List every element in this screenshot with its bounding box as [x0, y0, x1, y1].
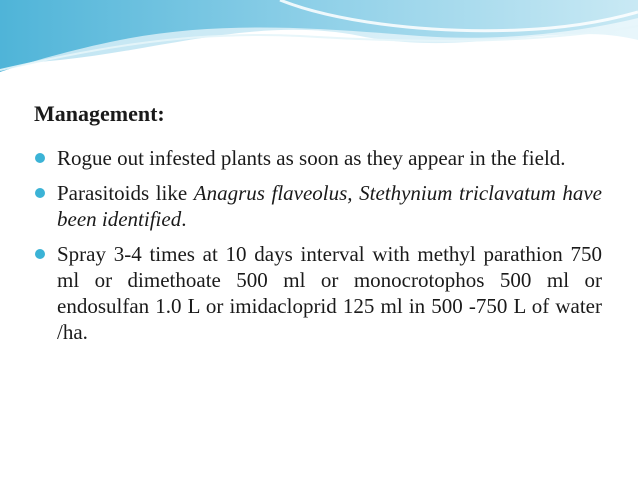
decorative-wave-banner: [0, 0, 638, 80]
bullet-dot-icon: [35, 153, 45, 163]
bullet-text: Anagrus flaveolus, Stethynium triclavatum have been identified: [57, 181, 602, 231]
bullet-item: [34, 180, 602, 232]
bullet-text: Parasitoids like: [57, 181, 194, 205]
bullet-text: Rogue out infested plants as soon as they appear in the field.: [57, 146, 566, 170]
bullet-text: Spray 3-4 times at 10 days interval with methyl parathion 750 ml or dimethoate 500 ml or monocrotophos 500 ml or endosulfan 1.0 L or imidacloprid 125 ml in 500 -750 L of water /ha.: [57, 242, 602, 344]
bullet-item: [34, 241, 602, 345]
bullet-text: .: [181, 207, 187, 231]
bullet-dot-icon: [35, 249, 45, 259]
wave-front: [0, 0, 638, 72]
heading: Management:: [34, 101, 165, 126]
bullet-item: [34, 145, 602, 171]
bullet-dot-icon: [35, 188, 45, 198]
bullet-list: [34, 145, 602, 354]
